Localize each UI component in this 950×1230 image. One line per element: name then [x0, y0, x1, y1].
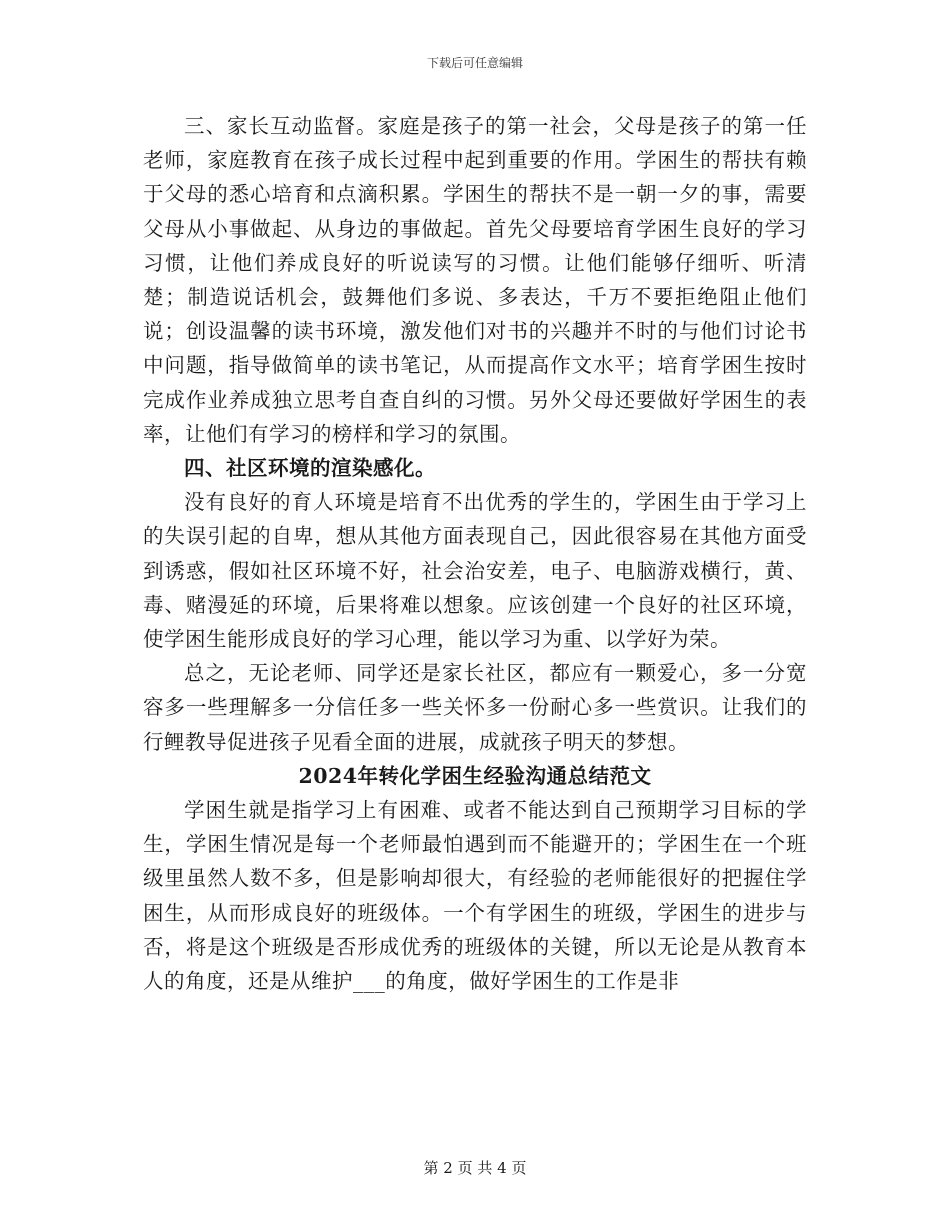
- document-body: [143, 109, 807, 998]
- paragraph-intro: 学困生就是指学习上有困难、或者不能达到自己预期学习目标的学生，学困生情况是每一个老师最怕遇到而不能避开的；学困生在一个班级里虽然人数不多，但是影响却很大，有经验的老师能很好的把握住学困生，从而形成良好的班级体。一个有学困生的班级，学困生的进步与否，将是这个班级是否形成优秀的班级体的关键，所以无论是从教育本人的角度，还是从维护___的角度，做好学困生的工作是非: [143, 798, 807, 994]
- page-number: 第 2 页 共 4 页: [423, 1159, 527, 1177]
- paragraph-parent-supervision: 三、家长互动监督。家庭是孩子的第一社会，父母是孩子的第一任老师，家庭教育在孩子成长过程中起到重要的作用。学困生的帮扶有赖于父母的悉心培育和点滴积累。学困生的帮扶不是一朝一夕的事，需要父母从小事做起、从身边的事做起。首先父母要培育学困生良好的学习习惯，让他们养成良好的听说读写的习惯。让他们能够仔细听、听清楚；制造说话机会，鼓舞他们多说、多表达，千万不要拒绝阻止他们说；创设温馨的读书环境，激发他们对书的兴趣并不时的与他们讨论书中问题，指导做简单的读书笔记，从而提高作文水平；培育学困生按时完成作业养成独立思考自查自纠的习惯。另外父母还要做好学困生的表率，让他们有学习的榜样和学习的氛围。: [143, 114, 807, 446]
- document-title: 2024年转化学困生经验沟通总结范文: [298, 763, 652, 788]
- paragraph-community-environment: 没有良好的育人环境是培育不出优秀的学生的，学困生由于学习上的失误引起的自卑，想从其他方面表现自己，因此很容易在其他方面受到诱惑，假如社区环境不好，社会治安差，电子、电脑游戏横行，黄、毒、赌漫延的环境，后果将难以想象。应该创建一个良好的社区环境，使学困生能形成良好的学习心理，能以学习为重、以学好为荣。: [143, 490, 807, 652]
- paragraph-conclusion: 总之，无论老师、同学还是家长社区，都应有一颗爱心，多一分宽容多一些理解多一分信任多一些关怀多一份耐心多一些赏识。让我们的行鲤教导促进孩子见看全面的进展，成就孩子明天的梦想。: [143, 661, 807, 754]
- page-header: 下载后可任意编辑: [426, 56, 523, 70]
- section-heading-community: 四、社区环境的渲染感化。: [184, 456, 436, 481]
